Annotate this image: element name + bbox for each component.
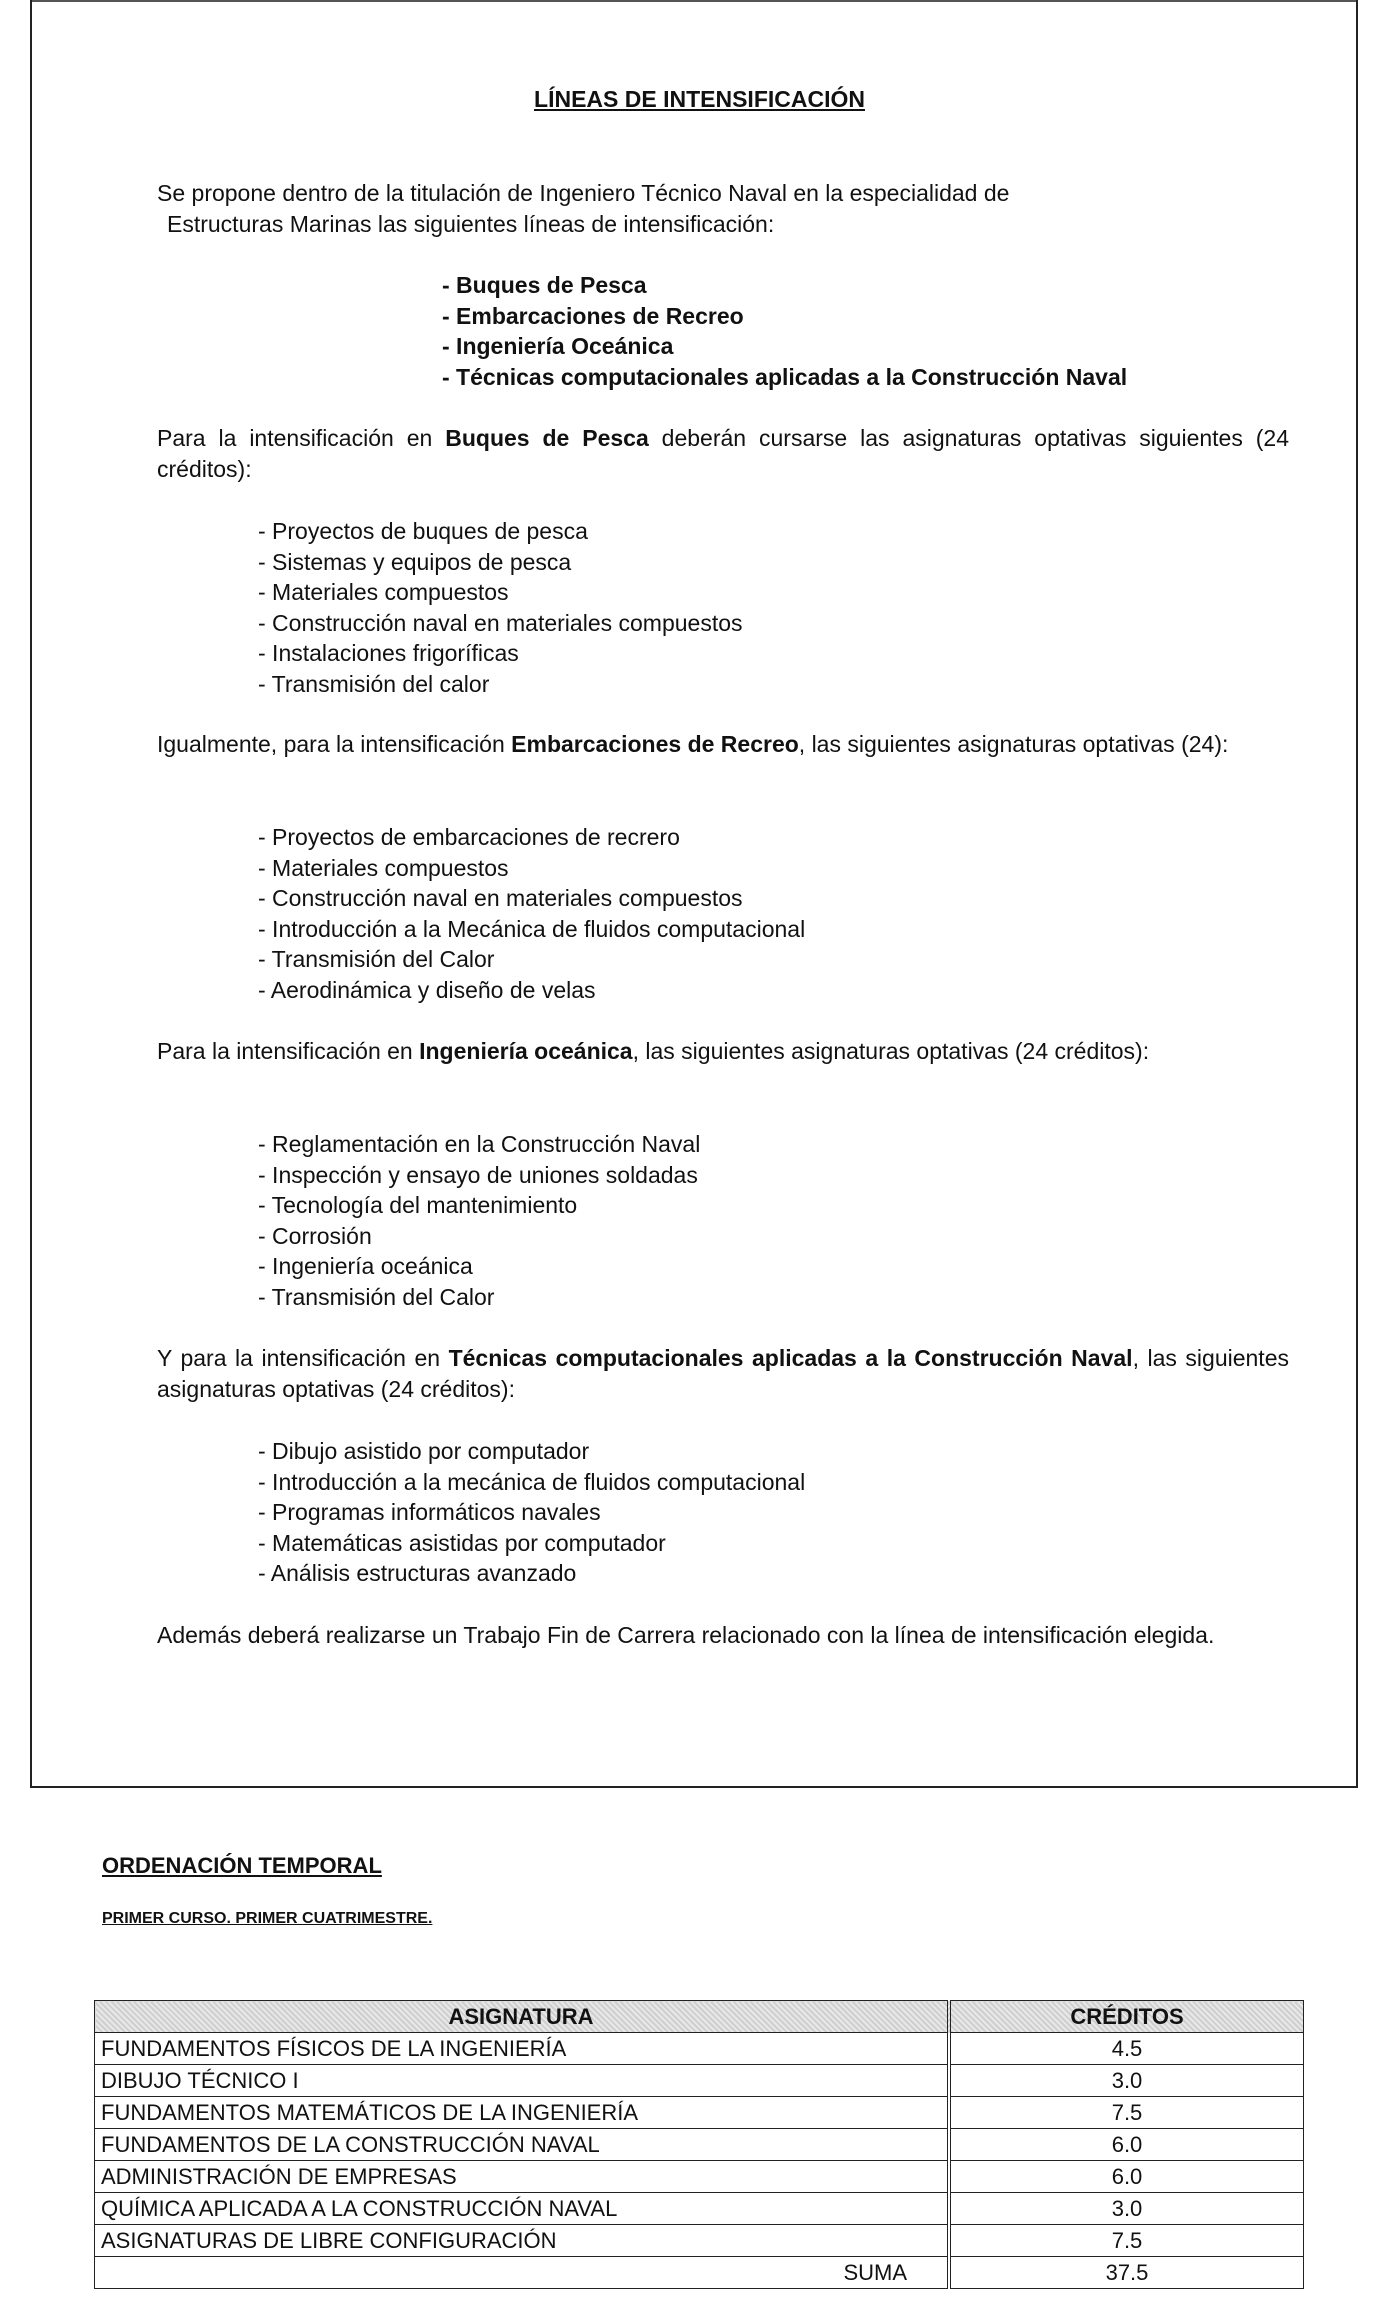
list-item: - Introducción a la Mecánica de fluidos computacional [258,915,806,942]
course-heading: PRIMER CURSO. PRIMER CUATRIMESTRE. [102,1910,433,1927]
table-row [95,2161,1304,2193]
recreo-pre: Igualmente, para la intensificación [157,731,512,757]
list-item: - Corrosión [258,1222,372,1249]
line-item: - Ingeniería Oceánica [442,333,674,360]
list-item: - Construcción naval en materiales compuestos [258,609,743,636]
list-item: - Proyectos de buques de pesca [258,518,588,544]
computacional-bold: Técnicas computacionales aplicadas a la Construcción Naval [448,1345,1133,1371]
list-item: - Programas informáticos navales [258,1499,601,1526]
list-item: - Transmisión del calor [258,670,490,697]
sum-row [95,2257,1304,2289]
credits-cell: 6.0 [949,2161,1304,2193]
table-header-row [95,2001,1304,2033]
table-row [95,2193,1304,2225]
credits-cell: 3.0 [949,2065,1304,2097]
table-row [95,2129,1304,2161]
pesca-subjects [258,516,743,700]
list-item: - Matemáticas asistidas por computador [258,1529,666,1556]
list-item: - Materiales compuestos [258,854,509,881]
sum-value: 37.5 [949,2257,1304,2289]
table-row [95,2225,1304,2257]
credits-cell: 6.0 [949,2129,1304,2161]
list-item: - Introducción a la mecánica de fluidos computacional [258,1468,806,1495]
list-item: - Sistemas y equipos de pesca [258,548,572,575]
list-item: - Proyectos de embarcaciones de recrero [258,824,680,850]
oceanica-paragraph [157,1036,1289,1067]
pesca-paragraph [157,423,1289,485]
subject-cell: ADMINISTRACIÓN DE EMPRESAS [95,2161,950,2193]
intensification-lines [442,270,1127,392]
list-item: - Tecnología del mantenimiento [258,1192,578,1219]
table-row [95,2097,1304,2129]
subject-cell: FUNDAMENTOS FÍSICOS DE LA INGENIERÍA [95,2033,950,2065]
oceanica-pre: Para la intensificación en [157,1038,420,1064]
list-item: - Reglamentación en la Construcción Naval [258,1131,701,1157]
table-row [95,2065,1304,2097]
pesca-pre: Para la intensificación en [157,425,446,451]
subject-cell: FUNDAMENTOS DE LA CONSTRUCCIÓN NAVAL [95,2129,950,2161]
credits-table [94,2000,1304,2289]
computacional-post: , las siguientes asignaturas optativas (24 créditos): [157,1345,1289,1402]
pesca-post: deberán cursarse las asignaturas optativas siguientes (24 créditos): [157,425,1289,482]
recreo-subjects [258,822,805,1006]
list-item: - Ingeniería oceánica [258,1253,473,1280]
oceanica-post: , las siguientes asignaturas optativas (24 créditos): [632,1038,1150,1064]
oceanica-bold: Ingeniería oceánica [419,1038,633,1064]
sum-label: SUMA [95,2257,950,2289]
list-item: - Construcción naval en materiales compuestos [258,885,743,912]
recreo-bold: Embarcaciones de Recreo [511,731,799,757]
credits-cell: 3.0 [949,2193,1304,2225]
computacional-paragraph [157,1343,1289,1405]
intro-line-1: Se propone dentro de la titulación de Ingeniero Técnico Naval en la especialidad de [157,180,1010,206]
header-asignatura: ASIGNATURA [95,2001,950,2033]
section-heading: ORDENACIÓN TEMPORAL [102,1853,382,1878]
credits-cell: 7.5 [949,2225,1304,2257]
subject-cell: FUNDAMENTOS MATEMÁTICOS DE LA INGENIERÍA [95,2097,950,2129]
list-item: - Transmisión del Calor [258,1283,495,1310]
credits-cell: 4.5 [949,2033,1304,2065]
table-row [95,2033,1304,2065]
list-item: - Aerodinámica y diseño de velas [258,976,596,1003]
closing-paragraph: Además deberá realizarse un Trabajo Fin de Carrera relacionado con la línea de intensificación elegida. [157,1622,1215,1648]
computacional-pre: Y para la intensificación en [157,1345,449,1371]
page-title: LÍNEAS DE INTENSIFICACIÓN [534,86,865,112]
subject-cell: QUÍMICA APLICADA A LA CONSTRUCCIÓN NAVAL [95,2193,950,2225]
list-item: - Materiales compuestos [258,579,509,606]
computacional-subjects [258,1436,805,1589]
subject-cell: DIBUJO TÉCNICO I [95,2065,950,2097]
list-item: - Análisis estructuras avanzado [258,1560,577,1587]
line-item: - Buques de Pesca [442,272,647,298]
list-item: - Dibujo asistido por computador [258,1438,590,1464]
list-item: - Instalaciones frigoríficas [258,640,519,667]
list-item: - Transmisión del Calor [258,946,495,973]
line-item: - Técnicas computacionales aplicadas a la Construcción Naval [442,363,1128,390]
intro-line-2: Estructuras Marinas las siguientes líneas de intensificación: [167,211,775,237]
pesca-bold: Buques de Pesca [445,425,649,451]
intro-paragraph [157,178,1289,240]
credits-cell: 7.5 [949,2097,1304,2129]
line-item: - Embarcaciones de Recreo [442,302,744,329]
recreo-post: , las siguientes asignaturas optativas (24): [798,731,1229,757]
oceanica-subjects [258,1129,700,1313]
header-creditos: CRÉDITOS [949,2001,1304,2033]
recreo-paragraph [157,729,1289,760]
subject-cell: ASIGNATURAS DE LIBRE CONFIGURACIÓN [95,2225,950,2257]
list-item: - Inspección y ensayo de uniones soldadas [258,1161,698,1188]
